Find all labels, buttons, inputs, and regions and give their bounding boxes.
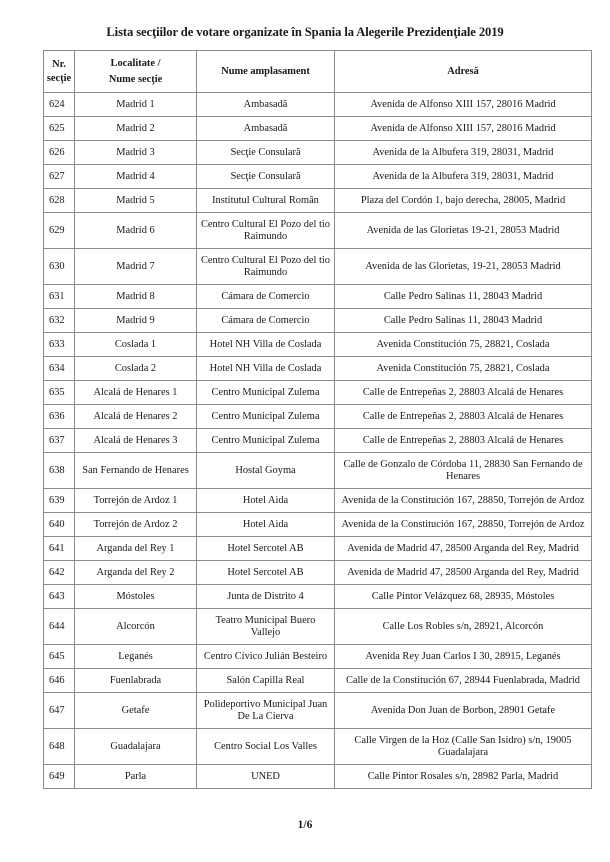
cell-nr: 634: [44, 357, 75, 381]
cell-adresa: Plaza del Cordón 1, bajo derecha, 28005, Madrid: [335, 189, 592, 213]
header-localitate: Localitate / Nume secţie: [75, 51, 197, 93]
table-row: [44, 693, 592, 729]
cell-adresa: Avenida Constitución 75, 28821, Coslada: [335, 333, 592, 357]
cell-amplasament: Hotel NH Villa de Coslada: [197, 357, 335, 381]
cell-nr: 646: [44, 669, 75, 693]
cell-nr: 629: [44, 213, 75, 249]
cell-localitate: Parla: [75, 765, 197, 789]
cell-amplasament: Centro Cultural El Pozo del tio Raimundo: [197, 213, 335, 249]
cell-amplasament: UNED: [197, 765, 335, 789]
cell-adresa: Calle Los Robles s/n, 28921, Alcorcón: [335, 609, 592, 645]
cell-localitate: Madrid 4: [75, 165, 197, 189]
cell-adresa: Avenida de Madrid 47, 28500 Arganda del Rey, Madrid: [335, 537, 592, 561]
cell-amplasament: Centro Cultural El Pozo del tio Raimundo: [197, 249, 335, 285]
table-row: [44, 453, 592, 489]
table-row: [44, 381, 592, 405]
cell-localitate: Guadalajara: [75, 729, 197, 765]
cell-nr: 635: [44, 381, 75, 405]
cell-nr: 628: [44, 189, 75, 213]
cell-adresa: Avenida Don Juan de Borbon, 28901 Getafe: [335, 693, 592, 729]
cell-localitate: Alcalá de Henares 1: [75, 381, 197, 405]
table-row: [44, 309, 592, 333]
cell-localitate: Coslada 2: [75, 357, 197, 381]
cell-amplasament: Hotel Sercotel AB: [197, 537, 335, 561]
cell-adresa: Calle de Entrepeñas 2, 28803 Alcalá de Henares: [335, 405, 592, 429]
cell-localitate: Alcorcón: [75, 609, 197, 645]
cell-localitate: Getafe: [75, 693, 197, 729]
table-row: [44, 561, 592, 585]
cell-nr: 632: [44, 309, 75, 333]
document-title: Lista secţiilor de votare organizate în Spania la Alegerile Prezidenţiale 2019: [106, 25, 504, 39]
cell-amplasament: Hotel Aida: [197, 513, 335, 537]
cell-amplasament: Polideportivo Municipal Juan De La Cierva: [197, 693, 335, 729]
cell-adresa: Calle de Entrepeñas 2, 28803 Alcalá de Henares: [335, 429, 592, 453]
table-row: [44, 669, 592, 693]
cell-amplasament: Secţie Consulară: [197, 165, 335, 189]
cell-localitate: Alcalá de Henares 2: [75, 405, 197, 429]
cell-adresa: Avenida de Alfonso XIII 157, 28016 Madrid: [335, 117, 592, 141]
table-row: [44, 357, 592, 381]
cell-nr: 648: [44, 729, 75, 765]
cell-amplasament: Ambasadă: [197, 117, 335, 141]
cell-amplasament: Hostal Goyma: [197, 453, 335, 489]
table-row: [44, 609, 592, 645]
cell-nr: 649: [44, 765, 75, 789]
table-header-row: [44, 51, 592, 93]
cell-adresa: Avenida de la Albufera 319, 28031, Madrid: [335, 141, 592, 165]
cell-localitate: San Fernando de Henares: [75, 453, 197, 489]
cell-amplasament: Cámara de Comercio: [197, 309, 335, 333]
header-nume-amplasament: Nume amplasament: [197, 51, 335, 93]
cell-amplasament: Cámara de Comercio: [197, 285, 335, 309]
cell-nr: 636: [44, 405, 75, 429]
cell-nr: 633: [44, 333, 75, 357]
cell-localitate: Madrid 6: [75, 213, 197, 249]
cell-adresa: Calle Pedro Salinas 11, 28043 Madrid: [335, 285, 592, 309]
table-row: [44, 489, 592, 513]
cell-amplasament: Centro Cívico Julián Besteiro: [197, 645, 335, 669]
cell-adresa: Avenida Rey Juan Carlos I 30, 28915, Leganés: [335, 645, 592, 669]
cell-adresa: Calle de la Constitución 67, 28944 Fuenlabrada, Madrid: [335, 669, 592, 693]
cell-adresa: Avenida de la Constitución 167, 28850, Torrejón de Ardoz: [335, 489, 592, 513]
cell-localitate: Madrid 9: [75, 309, 197, 333]
table-row: [44, 141, 592, 165]
cell-nr: 625: [44, 117, 75, 141]
cell-amplasament: Secţie Consulară: [197, 141, 335, 165]
cell-amplasament: Centro Municipal Zulema: [197, 429, 335, 453]
cell-amplasament: Centro Municipal Zulema: [197, 381, 335, 405]
cell-adresa: Calle Pintor Velázquez 68, 28935, Móstoles: [335, 585, 592, 609]
cell-amplasament: Hotel Aida: [197, 489, 335, 513]
table-row: [44, 165, 592, 189]
cell-localitate: Torrejón de Ardoz 1: [75, 489, 197, 513]
table-row: [44, 249, 592, 285]
cell-adresa: Avenida de las Glorietas, 19-21, 28053 Madrid: [335, 249, 592, 285]
cell-adresa: Avenida de la Constitución 167, 28850, Torrejón de Ardoz: [335, 513, 592, 537]
cell-amplasament: Salón Capilla Real: [197, 669, 335, 693]
table-row: [44, 285, 592, 309]
table-row: [44, 765, 592, 789]
table-row: [44, 645, 592, 669]
table-row: [44, 189, 592, 213]
cell-localitate: Madrid 3: [75, 141, 197, 165]
table-row: [44, 213, 592, 249]
cell-adresa: Avenida Constitución 75, 28821, Coslada: [335, 357, 592, 381]
page-number: 1/6: [297, 819, 313, 831]
cell-amplasament: Teatro Municipal Buero Vallejo: [197, 609, 335, 645]
cell-localitate: Fuenlabrada: [75, 669, 197, 693]
table-row: [44, 537, 592, 561]
cell-nr: 627: [44, 165, 75, 189]
table-row: [44, 333, 592, 357]
table-row: [44, 93, 592, 117]
cell-localitate: Leganés: [75, 645, 197, 669]
cell-nr: 637: [44, 429, 75, 453]
cell-nr: 639: [44, 489, 75, 513]
cell-nr: 631: [44, 285, 75, 309]
cell-amplasament: Junta de Distrito 4: [197, 585, 335, 609]
polling-sections-table: [43, 50, 592, 789]
cell-localitate: Torrejón de Ardoz 2: [75, 513, 197, 537]
header-adresa: Adresă: [335, 51, 592, 93]
cell-adresa: Avenida de la Albufera 319, 28031, Madrid: [335, 165, 592, 189]
cell-amplasament: Centro Social Los Valles: [197, 729, 335, 765]
cell-adresa: Avenida de Madrid 47, 28500 Arganda del Rey, Madrid: [335, 561, 592, 585]
cell-nr: 638: [44, 453, 75, 489]
cell-localitate: Arganda del Rey 1: [75, 537, 197, 561]
cell-localitate: Madrid 7: [75, 249, 197, 285]
cell-nr: 645: [44, 645, 75, 669]
cell-amplasament: Ambasadă: [197, 93, 335, 117]
cell-localitate: Madrid 8: [75, 285, 197, 309]
cell-localitate: Alcalá de Henares 3: [75, 429, 197, 453]
cell-localitate: Madrid 2: [75, 117, 197, 141]
table-row: [44, 405, 592, 429]
table-row: [44, 117, 592, 141]
table-row: [44, 585, 592, 609]
cell-nr: 624: [44, 93, 75, 117]
cell-nr: 630: [44, 249, 75, 285]
cell-localitate: Coslada 1: [75, 333, 197, 357]
cell-nr: 640: [44, 513, 75, 537]
table-row: [44, 429, 592, 453]
cell-adresa: Avenida de las Glorietas 19-21, 28053 Madrid: [335, 213, 592, 249]
cell-localitate: Móstoles: [75, 585, 197, 609]
cell-localitate: Madrid 5: [75, 189, 197, 213]
header-nr-sectie: Nr. secţie: [44, 51, 75, 93]
cell-nr: 644: [44, 609, 75, 645]
cell-adresa: Calle de Entrepeñas 2, 28803 Alcalá de Henares: [335, 381, 592, 405]
cell-amplasament: Centro Municipal Zulema: [197, 405, 335, 429]
cell-localitate: Arganda del Rey 2: [75, 561, 197, 585]
table-row: [44, 513, 592, 537]
cell-nr: 626: [44, 141, 75, 165]
cell-nr: 641: [44, 537, 75, 561]
cell-adresa: Calle de Gonzalo de Córdoba 11, 28830 San Fernando de Henares: [335, 453, 592, 489]
cell-amplasament: Hotel Sercotel AB: [197, 561, 335, 585]
cell-adresa: Calle Pintor Rosales s/n, 28982 Parla, Madrid: [335, 765, 592, 789]
cell-amplasament: Institutul Cultural Român: [197, 189, 335, 213]
cell-adresa: Calle Pedro Salinas 11, 28043 Madrid: [335, 309, 592, 333]
cell-nr: 647: [44, 693, 75, 729]
table-row: [44, 729, 592, 765]
cell-nr: 643: [44, 585, 75, 609]
cell-localitate: Madrid 1: [75, 93, 197, 117]
cell-adresa: Avenida de Alfonso XIII 157, 28016 Madrid: [335, 93, 592, 117]
cell-nr: 642: [44, 561, 75, 585]
cell-amplasament: Hotel NH Villa de Coslada: [197, 333, 335, 357]
cell-adresa: Calle Virgen de la Hoz (Calle San Isidro) s/n, 19005 Guadalajara: [335, 729, 592, 765]
